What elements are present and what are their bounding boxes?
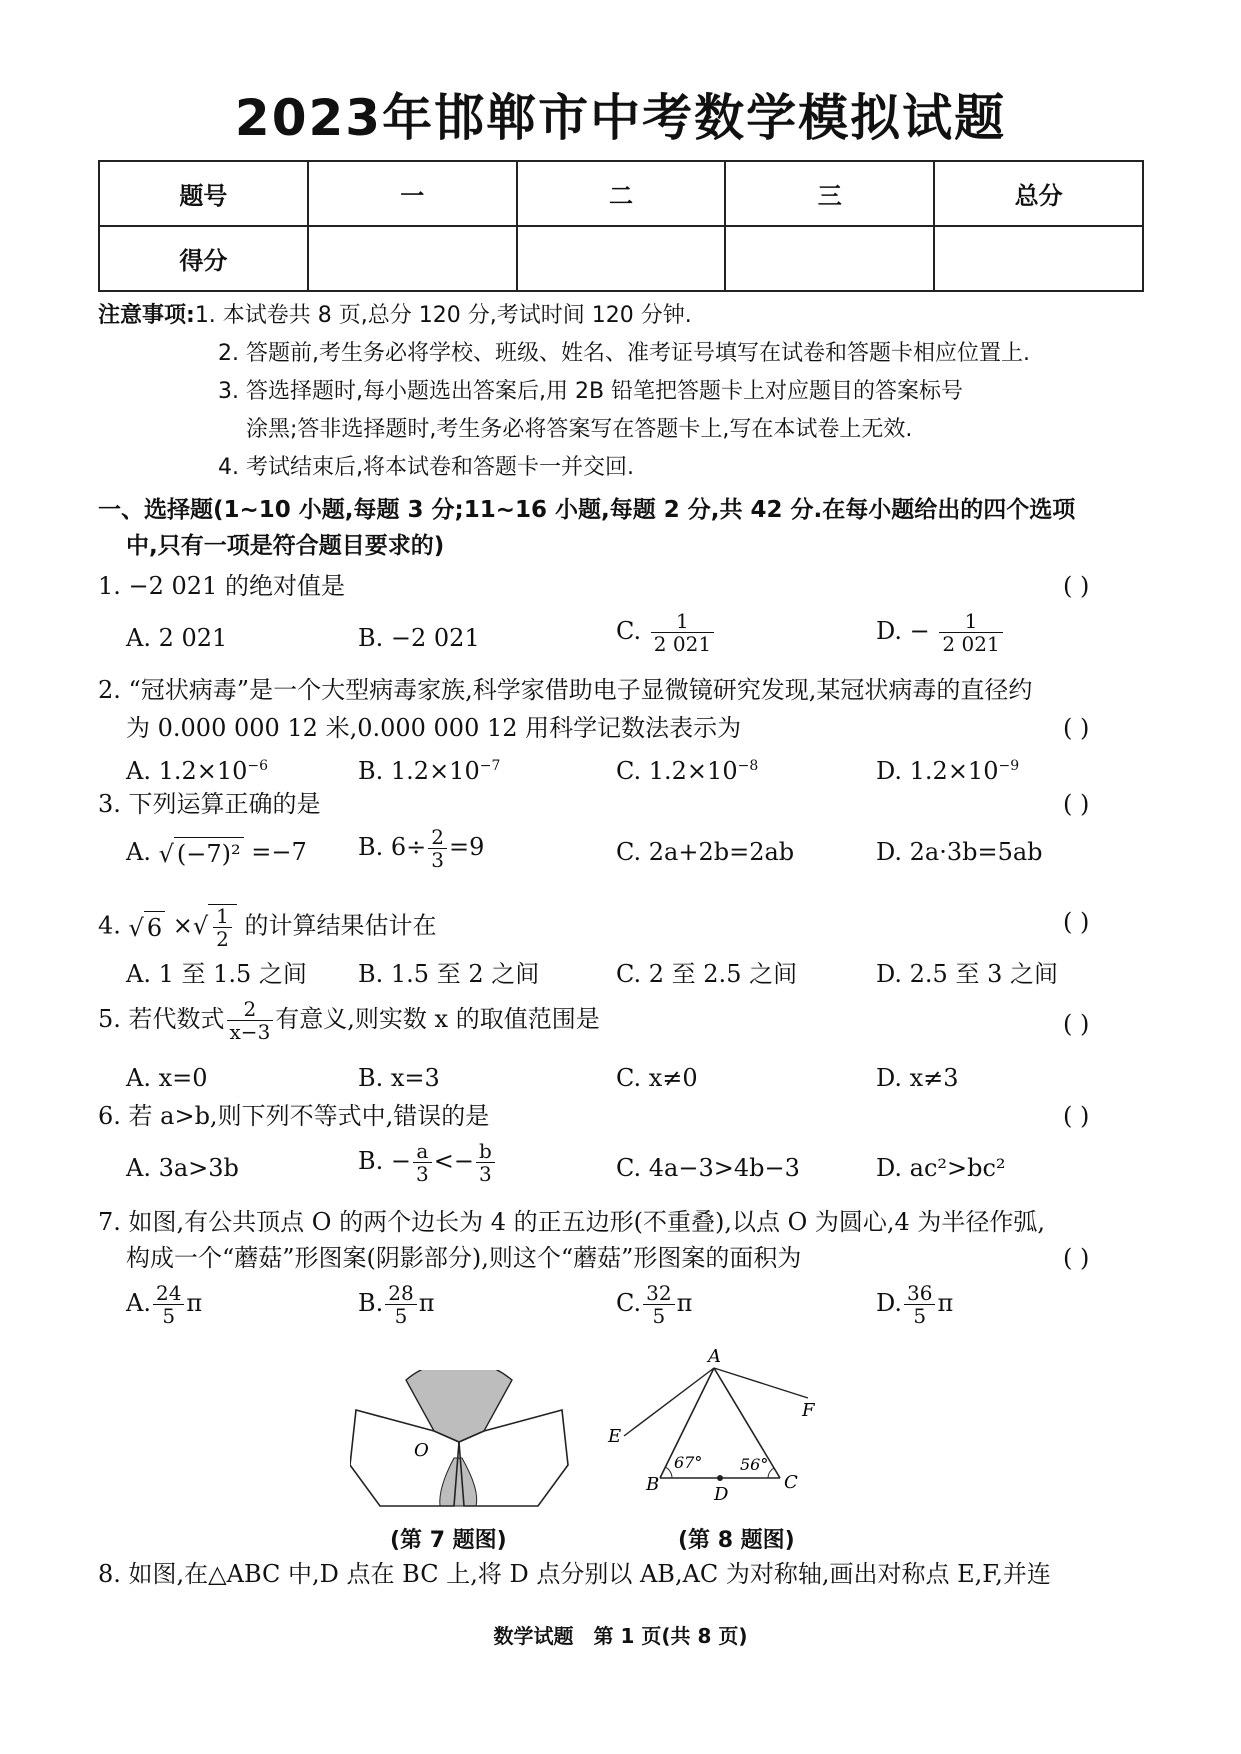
option-mid: <−: [433, 1147, 474, 1175]
answer-blank: ( ): [1063, 1102, 1090, 1130]
score-cell: [308, 226, 517, 291]
score-header-cell: 题号: [99, 161, 308, 226]
fraction: [413, 1140, 432, 1185]
option-text: D. 1.2×10: [876, 757, 999, 785]
option-b: [358, 1140, 497, 1185]
pi: π: [418, 1289, 435, 1317]
answer-blank: ( ): [1063, 714, 1090, 742]
option-tail: =−7: [243, 838, 307, 866]
fraction: [428, 826, 447, 871]
numerator: 1: [939, 610, 1002, 633]
option-b: [358, 750, 500, 787]
option-text: C. 1.2×10: [616, 757, 738, 785]
option-c: C. 2 至 2.5 之间: [616, 960, 798, 988]
label-o: O: [414, 1440, 429, 1461]
angle-c-label: 56°: [740, 1455, 769, 1474]
option-c: [616, 610, 716, 655]
option-a: A. 1 至 1.5 之间: [126, 960, 307, 988]
fraction: [939, 610, 1002, 655]
pi: π: [186, 1289, 203, 1317]
figure-8: [600, 1340, 860, 1510]
figure-7-caption: (第 7 题图): [390, 1528, 507, 1553]
numerator: b: [476, 1140, 495, 1163]
notes-label: 注意事项:: [98, 303, 195, 328]
option-text: B. 1.2×10: [358, 757, 480, 785]
question-stem: [98, 998, 600, 1043]
question-stem: 2. “冠状病毒”是一个大型病毒家族,科学家借助电子显微镜研究发现,某冠状病毒的直径约: [98, 676, 1033, 704]
radicand: 6: [144, 911, 165, 944]
notes-item: 4. 考试结束后,将本试卷和答题卡一并交回.: [218, 455, 634, 480]
option-a: A. x=0: [126, 1064, 208, 1092]
option-label: B. −: [358, 1147, 412, 1175]
mushroom-stem: [440, 1458, 477, 1506]
score-header-cell: 三: [725, 161, 934, 226]
option-label: B. 6÷: [358, 833, 427, 861]
notes-item: 3. 答选择题时,每小题选出答案后,用 2B 铅笔把答题卡上对应题目的答案标号: [218, 379, 964, 404]
question-number: 4.: [98, 911, 121, 940]
question-stem-cont: 为 0.000 000 12 米,0.000 000 12 用科学记数法表示为: [126, 714, 742, 742]
denominator: 2 021: [653, 632, 712, 656]
fraction: [651, 610, 714, 655]
option-d: [876, 610, 1005, 655]
score-table: [98, 160, 1144, 292]
option-label: C.: [616, 617, 642, 645]
option-b: [358, 826, 484, 871]
numerator: 36: [904, 1282, 935, 1305]
exponent: −9: [998, 758, 1020, 774]
radicand: (−7)²: [174, 837, 244, 870]
score-cell: [934, 226, 1143, 291]
option-c: [616, 750, 758, 787]
option-b: B. x=3: [358, 1064, 440, 1092]
answer-blank: ( ): [1063, 1010, 1090, 1038]
denominator: 5: [162, 1304, 176, 1328]
segment-af: [714, 1368, 808, 1398]
segment-ae: [624, 1368, 714, 1436]
label-c: C: [784, 1472, 798, 1493]
option-d: D. 2.5 至 3 之间: [876, 960, 1058, 988]
option-d: D. 2a·3b=5ab: [876, 838, 1043, 866]
score-header-cell: 一: [308, 161, 517, 226]
label-f: F: [802, 1400, 815, 1421]
numerator: 32: [643, 1282, 674, 1305]
question-stem: 7. 如图,有公共顶点 O 的两个边长为 4 的正五边形(不重叠),以点 O 为圆心,4 为半径作弧,: [98, 1208, 1046, 1236]
question-stem-cont: 构成一个“蘑菇”形图案(阴影部分),则这个“蘑菇”形图案的面积为: [126, 1244, 802, 1272]
denominator: 3: [479, 1162, 492, 1186]
exponent: −8: [737, 758, 759, 774]
option-d: D. ac²>bc²: [876, 1154, 1006, 1182]
question-stem: 3. 下列运算正确的是: [98, 790, 321, 818]
numerator: 28: [385, 1282, 416, 1305]
question-stem-tail: 的计算结果估计在: [244, 911, 437, 940]
radicand: [208, 904, 237, 950]
numerator: 1: [651, 610, 714, 633]
fraction: [904, 1282, 935, 1327]
answer-blank: ( ): [1063, 790, 1090, 818]
option-label: C.: [616, 1289, 642, 1317]
option-c: C. 2a+2b=2ab: [616, 838, 795, 866]
option-label: D. −: [876, 617, 930, 645]
option-label: A.: [126, 1289, 151, 1317]
fraction: [153, 1282, 184, 1327]
denominator: 3: [431, 848, 445, 872]
fraction: [227, 998, 274, 1043]
fraction: [476, 1140, 495, 1185]
label-b: B: [646, 1474, 660, 1495]
exponent: −7: [479, 758, 501, 774]
option-a: [126, 1282, 202, 1327]
score-header-cell: 二: [517, 161, 726, 226]
score-cell: [725, 226, 934, 291]
numerator: a: [413, 1140, 432, 1163]
option-label: D.: [876, 1289, 903, 1317]
option-a: [126, 750, 268, 787]
score-cell: [517, 226, 726, 291]
score-row-label: 得分: [99, 226, 308, 291]
figure-7: [350, 1370, 610, 1510]
notes-item: 2. 答题前,考生务必将学校、班级、姓名、准考证号填写在试卷和答题卡相应位置上.: [218, 341, 1030, 366]
denominator: 3: [416, 1162, 429, 1186]
answer-blank: ( ): [1063, 1244, 1090, 1272]
answer-blank: ( ): [1063, 908, 1090, 936]
question-stem: 8. 如图,在△ABC 中,D 点在 BC 上,将 D 点分别以 AB,AC 为对称轴,画出对称点 E,F,并连: [98, 1560, 1051, 1588]
option-d: D. x≠3: [876, 1064, 959, 1092]
page-footer: 数学试题 第 1 页(共 8 页): [493, 1624, 748, 1648]
option-c: C. 4a−3>4b−3: [616, 1154, 800, 1182]
page-title: 2023年邯郸市中考数学模拟试题: [234, 89, 1007, 147]
point-d: [717, 1475, 723, 1481]
notes-item: 1. 本试卷共 8 页,总分 120 分,考试时间 120 分钟.: [194, 303, 692, 328]
option-a: A. 3a>3b: [126, 1154, 239, 1182]
denominator: 5: [394, 1304, 408, 1328]
pi: π: [676, 1289, 693, 1317]
notes-item: 涂黑;答非选择题时,考生务必将答案写在答题卡上,写在本试卷上无效.: [246, 417, 913, 442]
fraction: [385, 1282, 416, 1327]
numerator: 2: [428, 826, 447, 849]
section-heading: 一、选择题(1~10 小题,每题 3 分;11~16 小题,每题 2 分,共 42 分.在每小题给出的四个选项: [98, 497, 1076, 523]
score-header-cell: 总分: [934, 161, 1143, 226]
angle-c-arc: [768, 1468, 774, 1478]
answer-blank: ( ): [1063, 572, 1090, 600]
numerator: 2: [227, 998, 274, 1021]
question-stem-head: 5. 若代数式: [98, 1005, 225, 1033]
denominator: 2 021: [942, 632, 1000, 656]
pi: π: [937, 1289, 954, 1317]
figure-8-caption: (第 8 题图): [678, 1528, 795, 1553]
option-a: [126, 836, 307, 870]
label-a: A: [708, 1346, 721, 1367]
denominator: 5: [913, 1304, 927, 1328]
question-stem-tail: 有意义,则实数 x 的取值范围是: [275, 1005, 600, 1033]
fraction: [643, 1282, 674, 1327]
option-d: [876, 750, 1019, 787]
denominator: 5: [652, 1304, 666, 1328]
option-tail: =9: [449, 833, 485, 861]
angle-b-arc: [665, 1467, 672, 1478]
option-c: C. x≠0: [616, 1064, 698, 1092]
numerator: 1: [213, 905, 232, 928]
option-a: A. 2 021: [126, 624, 228, 652]
times-sign: ×: [172, 911, 193, 940]
mushroom-cap: [406, 1370, 512, 1442]
question-stem: 1. −2 021 的绝对值是: [98, 572, 345, 600]
option-text: A. 1.2×10: [126, 757, 248, 785]
notes-line: [98, 300, 692, 332]
question-stem: [98, 904, 437, 950]
option-label: A.: [126, 838, 151, 866]
denominator: 2: [216, 927, 229, 951]
angle-b-label: 67°: [674, 1453, 703, 1472]
option-b: B. 1.5 至 2 之间: [358, 960, 540, 988]
score-table-score-row: [99, 226, 1143, 291]
score-table-header-row: [99, 161, 1143, 226]
square-root: √ $\frac{1}{2}$: [193, 904, 237, 950]
section-heading-cont: 中,只有一项是符合题目要求的): [126, 533, 445, 559]
label-e: E: [608, 1426, 622, 1447]
fraction: [213, 905, 232, 950]
option-c: [616, 1282, 692, 1327]
option-label: B.: [358, 1289, 384, 1317]
square-root: √ (−7)²: [159, 837, 244, 870]
option-b: [358, 1282, 435, 1327]
option-d: [876, 1282, 953, 1327]
exponent: −6: [247, 758, 269, 774]
label-d: D: [714, 1484, 729, 1505]
question-stem: 6. 若 a>b,则下列不等式中,错误的是: [98, 1102, 490, 1130]
denominator: x−3: [229, 1020, 271, 1044]
square-root: √ 6: [129, 911, 166, 944]
numerator: 24: [153, 1282, 184, 1305]
option-b: B. −2 021: [358, 624, 480, 652]
